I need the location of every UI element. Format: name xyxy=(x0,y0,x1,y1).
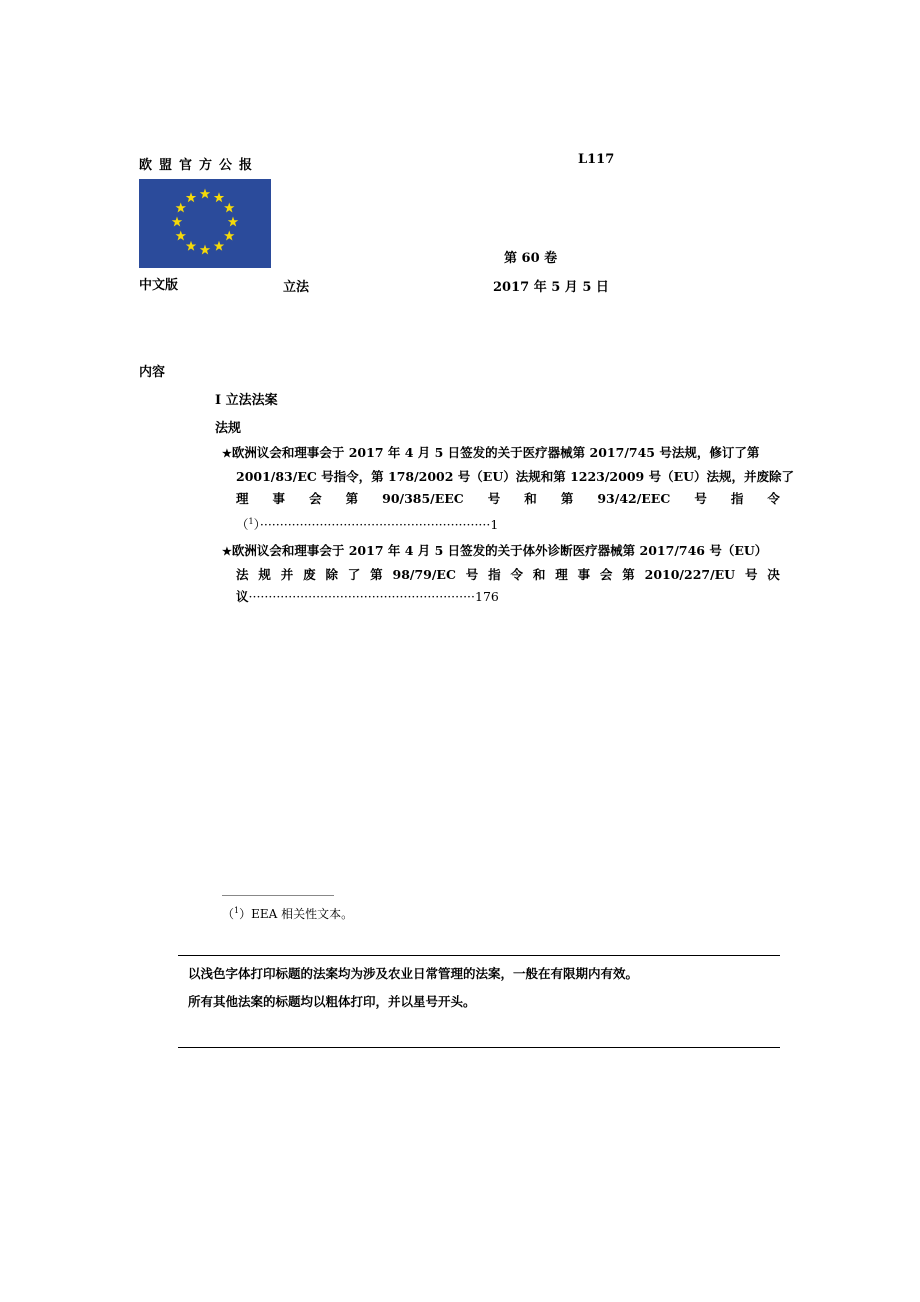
word: 和 xyxy=(524,491,537,506)
word: 98/79/EC xyxy=(392,566,456,582)
star-marker-icon: ★ xyxy=(222,447,232,460)
word: 第 xyxy=(622,566,635,582)
notes-bottom-rule xyxy=(178,1047,780,1048)
word: 决 xyxy=(767,566,780,582)
word: 废 xyxy=(303,566,316,582)
word: 除 xyxy=(325,566,338,582)
word: 号 xyxy=(465,566,479,582)
paren-open: （ xyxy=(222,907,235,921)
publication-name: 欧盟官方公报 xyxy=(139,158,260,173)
toc-entry-2-line-2 xyxy=(222,564,780,587)
leader-dots: ························································· xyxy=(248,589,475,604)
footnote-ref[interactable]: 1 xyxy=(248,516,254,526)
word: 第 xyxy=(345,491,359,506)
toc-entry-1-text-1: 欧洲议会和理事会于 2017 年 4 月 5 日签发的关于医疗器械第 2017/745 号法规，修订了第 xyxy=(231,445,760,460)
toc-entry-2-text-1: 欧洲议会和理事会于 2017 年 4 月 5 日签发的关于体外诊断医疗器械第 2017/746 号（EU） xyxy=(231,543,768,558)
section-heading: I 立法法案 xyxy=(215,393,278,408)
word: 了 xyxy=(347,566,361,582)
word: 会 xyxy=(309,491,322,506)
word: 会 xyxy=(599,566,613,582)
issue-number: L117 xyxy=(578,152,615,167)
paren-close: ） xyxy=(239,907,252,921)
publication-date: 2017 年 5 月 5 日 xyxy=(493,280,609,295)
volume-number: 第 60 卷 xyxy=(504,251,558,266)
word: 93/42/EEC xyxy=(597,491,671,506)
toc-entry-1-line-2: 2001/83/EC 号指令，第 178/2002 号（EU）法规和第 1223/2009 号（EU）法规，并废除了 xyxy=(236,468,795,484)
word: 号 xyxy=(694,491,707,506)
word: 规 xyxy=(258,566,271,582)
toc-entry-1-line-1 xyxy=(222,442,780,466)
star-marker-icon: ★ xyxy=(222,545,232,558)
paren-close: ） xyxy=(253,516,260,532)
word: 和 xyxy=(532,566,546,582)
word: 第 xyxy=(370,566,383,582)
word: 号 xyxy=(744,566,758,582)
note-bold-font: 所有其他法案的标题均以粗体打印，并以星号开头。 xyxy=(188,994,476,1009)
word: 2010/227/EU xyxy=(644,566,736,582)
footnote xyxy=(222,905,353,922)
toc-entry-1-line-3 xyxy=(222,488,780,511)
subsection-heading: 法规 xyxy=(215,421,242,436)
toc-entry-2-line-3 xyxy=(222,586,780,609)
toc-entry-2[interactable] xyxy=(222,540,780,609)
leader-dots: ·························································· xyxy=(259,516,491,532)
word: 指 xyxy=(488,566,501,582)
toc-entry-2-line-1 xyxy=(222,540,780,564)
paren-open: （ xyxy=(236,516,249,532)
word: 事 xyxy=(272,491,286,506)
series-label: 立法 xyxy=(283,280,310,295)
page-number: 176 xyxy=(475,589,499,604)
word: 指 xyxy=(730,491,744,506)
note-light-font: 以浅色字体打印标题的法案均为涉及农业日常管理的法案，一般在有限期内有效。 xyxy=(188,966,639,981)
word: 法 xyxy=(236,566,249,582)
word: 号 xyxy=(487,491,501,506)
contents-heading: 内容 xyxy=(139,365,166,380)
page-number: 1 xyxy=(490,516,499,532)
word: 并 xyxy=(280,566,294,582)
toc-entry-2-text-3: 议 xyxy=(236,589,249,604)
word: 第 xyxy=(560,491,574,506)
footnote-text: EEA 相关性文本。 xyxy=(251,907,354,921)
eu-flag-svg xyxy=(139,179,271,268)
word: 事 xyxy=(577,566,591,582)
toc-entry-1[interactable] xyxy=(222,442,795,536)
eu-flag-logo xyxy=(139,179,271,268)
word: 令 xyxy=(767,491,780,506)
word: 令 xyxy=(510,566,523,582)
toc-entry-1-line-4 xyxy=(222,511,780,537)
word: 理 xyxy=(236,491,249,506)
word: 90/385/EEC xyxy=(382,491,464,506)
footnote-divider xyxy=(222,895,334,896)
edition-label: 中文版 xyxy=(139,278,179,293)
notes-top-rule xyxy=(178,955,780,956)
word: 理 xyxy=(555,566,568,582)
footnote-number: 1 xyxy=(234,906,240,915)
